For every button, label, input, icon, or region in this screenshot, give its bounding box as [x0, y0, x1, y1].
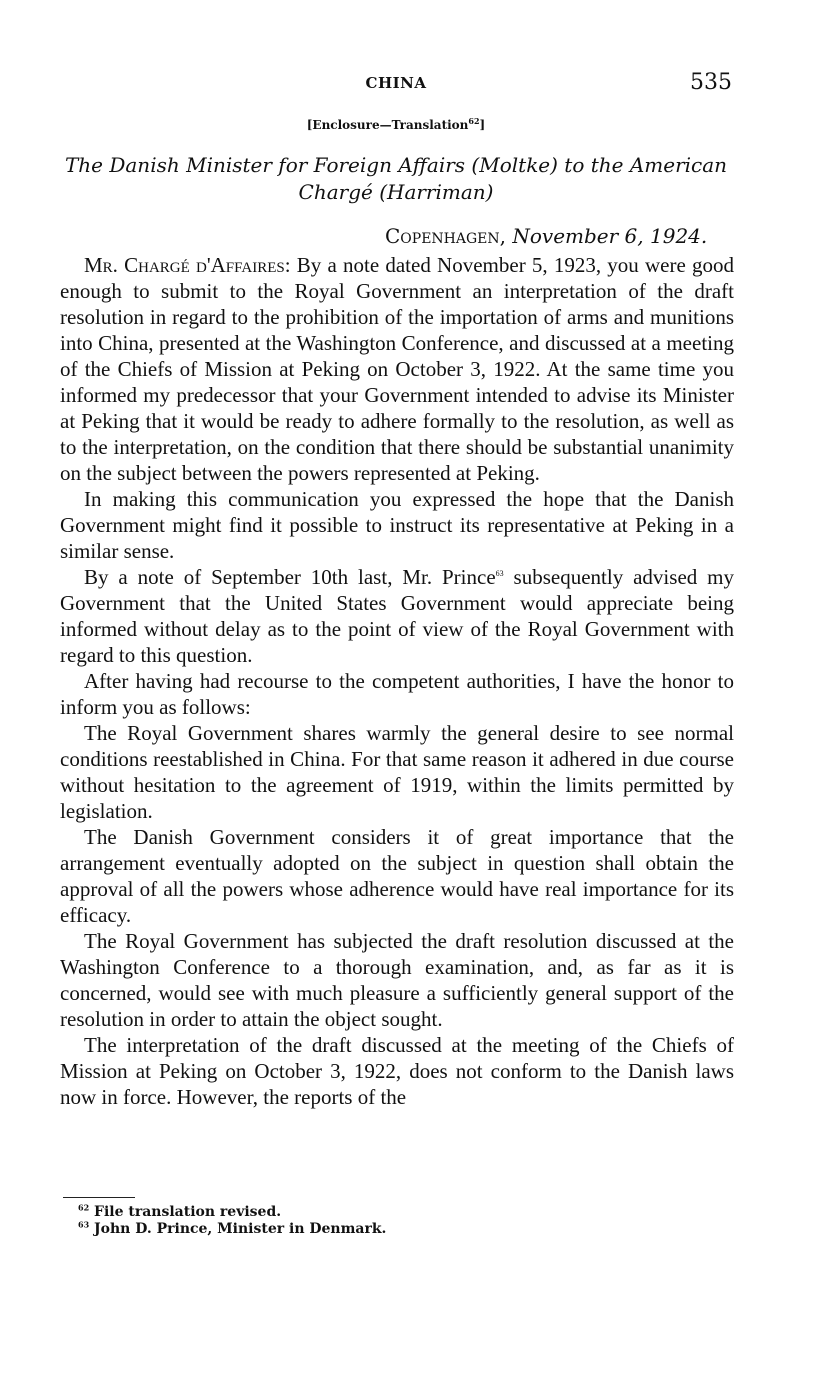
- page-number: 535: [690, 70, 732, 95]
- footnote-text: File translation revised.: [94, 1204, 282, 1220]
- footnote-divider: [63, 1197, 135, 1198]
- document-heading: [55, 152, 737, 206]
- footnote-mark: 62: [78, 1202, 90, 1213]
- footnote-63: [78, 1221, 728, 1238]
- paragraph-2: In making this communication you expressed the hope that the Danish Government might find it possible to instruct its representative at Peking in a similar sense.: [60, 487, 734, 563]
- footnote-text: John D. Prince, Minister in Denmark.: [94, 1221, 387, 1237]
- heading-line-1: The Danish Minister for Foreign Affairs (Moltke) to the American: [64, 153, 728, 177]
- paragraph-5: The Royal Government shares warmly the general desire to see normal conditions reestablished in China. For that same reason it adhered in due course without hesitation to the agreement of 1919, within the limits permitted by legislation.: [60, 721, 734, 823]
- letter-body: [60, 252, 734, 1110]
- paragraph-8: The interpretation of the draft discussed at the meeting of the Chiefs of Mission at Peking on October 3, 1922, does not conform to the Danish laws now in force. However, the reports of the: [60, 1033, 734, 1109]
- dateline-date: November 6, 1924.: [512, 224, 708, 248]
- dateline-place: Copenhagen,: [385, 224, 506, 248]
- enclosure-text: [Enclosure—Translation: [306, 118, 469, 132]
- paragraph-7: The Royal Government has subjected the draft resolution discussed at the Washington Conference to a thorough examination, and, as far as it is concerned, would see with much pleasure a sufficiently general support of the resolution in order to attain the object sought.: [60, 929, 734, 1031]
- enclosure-label: [60, 118, 732, 132]
- footnote-mark: 63: [78, 1219, 90, 1230]
- paragraph-3-text-a: By a note of September 10th last, Mr. Prince: [84, 565, 496, 589]
- paragraph-1: [60, 252, 734, 486]
- footnote-62: [78, 1204, 728, 1221]
- running-head: [60, 70, 732, 100]
- footnote-ref-63: 63: [495, 569, 504, 578]
- paragraph-6: The Danish Government considers it of great importance that the arrangement eventually adopted on the subject in question shall obtain the approval of all the powers whose adherence would have real importance for its efficacy.: [60, 825, 734, 927]
- heading-line-2: Chargé (Harriman): [298, 180, 494, 204]
- dateline: [385, 224, 707, 248]
- paragraph-3: [60, 564, 734, 668]
- enclosure-close: ]: [479, 118, 486, 132]
- paragraph-4: After having had recourse to the competent authorities, I have the honor to inform you as follows:: [60, 669, 734, 719]
- salutation: Mr. Chargé d'Affaires:: [84, 253, 291, 277]
- running-title: CHINA: [365, 74, 427, 92]
- paragraph-1-text: By a note dated November 5, 1923, you were good enough to submit to the Royal Government an interpretation of the draft resolution in regard to the prohibition of the importation of arms and munitions into China, presented at the Washington Conference, and discussed at a meeting of the Chiefs of Mission at Peking on October 3, 1922. At the same time you informed my predecessor that your Government intended to advise its Minister at Peking that it would be ready to adhere formally to the resolution, as well as to the interpretation, on the condition that there should be substantial unanimity on the subject between the powers represented at Peking.: [60, 253, 735, 485]
- footnotes: [78, 1204, 728, 1238]
- paragraph-3-text-b: subsequently advised my Government that the United States Government would appreciate being informed without delay as to the point of view of the Royal Government with regard to this question.: [60, 565, 735, 667]
- footnote-ref-62: 62: [468, 116, 480, 126]
